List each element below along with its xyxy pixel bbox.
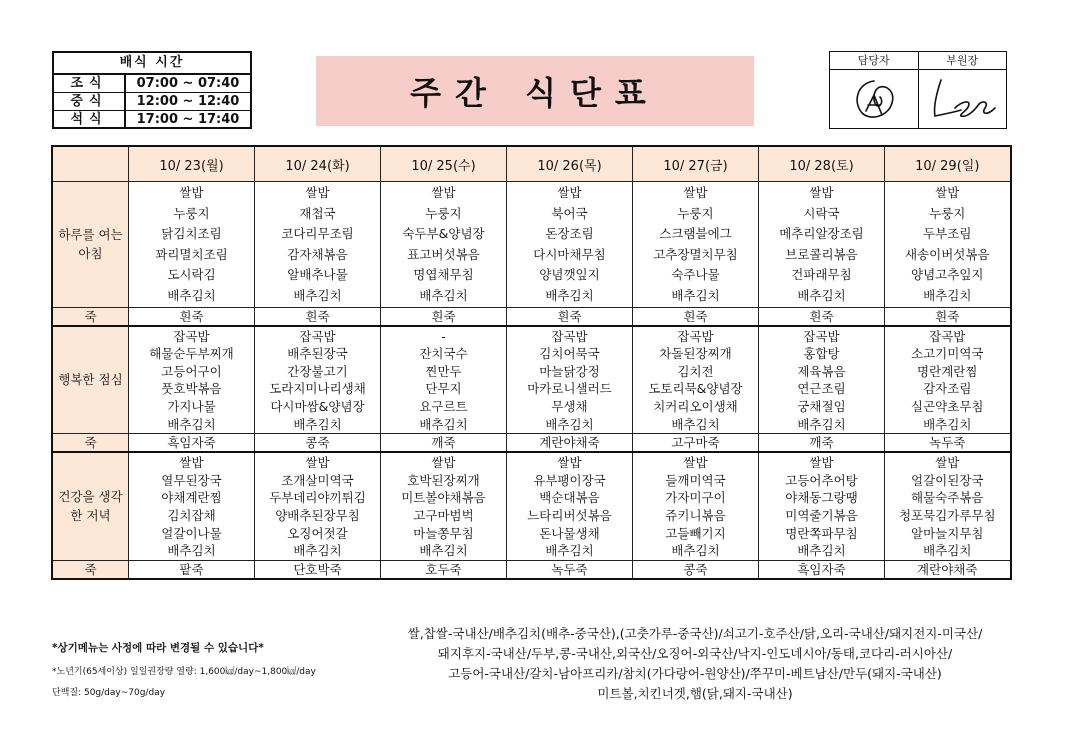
- porridge-cell: 흰죽: [255, 307, 381, 326]
- title-banner: [316, 56, 754, 126]
- meal-time-value: 17:00 ~ 17:40: [136, 112, 240, 127]
- breakfast-porridge-row: [52, 307, 1011, 326]
- menu-item: 배추김치: [167, 287, 216, 303]
- menu-item: 시락국: [803, 205, 840, 221]
- date-header-row: [52, 146, 1011, 182]
- date-header: 10/ 28(토): [759, 146, 885, 182]
- porridge-cell: 단호박죽: [255, 560, 381, 579]
- porridge-cell: 흰죽: [129, 307, 255, 326]
- menu-item: 배추김치: [293, 416, 342, 432]
- menu-item: 감자조림: [923, 381, 972, 397]
- menu-item: 차돌된장찌개: [659, 346, 732, 362]
- menu-item: 쌀밥: [683, 455, 708, 471]
- menu-item: 단무지: [425, 381, 462, 397]
- menu-item: 잡곡밥: [929, 328, 966, 344]
- menu-item: 열무된장국: [161, 472, 222, 488]
- porridge-cell: 흰죽: [885, 307, 1011, 326]
- change-notice: *상기메뉴는 사정에 따라 변경될 수 있습니다*: [52, 642, 264, 654]
- menu-item: 쌀밥: [557, 455, 582, 471]
- menu-item: 스크램블에그: [659, 226, 732, 242]
- porridge-cell: 호두죽: [381, 560, 507, 579]
- dinner-label: 건강을 생각한 저녁: [52, 452, 129, 560]
- breakfast-label: 하루를 여는 아침: [52, 182, 129, 308]
- menu-item: 도라지미나리생채: [269, 381, 366, 397]
- menu-item: 명란쪽파무침: [785, 525, 858, 541]
- menu-item: 김치잡채: [167, 507, 216, 523]
- menu-item: 배추김치: [923, 416, 972, 432]
- menu-item: 배추김치: [545, 543, 594, 559]
- menu-item: 닭김치조림: [161, 226, 222, 242]
- menu-item: 양념깻잎지: [539, 267, 600, 283]
- menu-item: 알배추나물: [287, 267, 348, 283]
- menu-item: 잡곡밥: [173, 328, 210, 344]
- porridge-cell: 계란야채죽: [507, 434, 633, 453]
- menu-item: 들깨미역국: [665, 472, 726, 488]
- lunch-menu-cell: [507, 326, 633, 434]
- lunch-menu-cell: [633, 326, 759, 434]
- menu-item: 쌀밥: [809, 455, 834, 471]
- menu-item: 궁채절임: [797, 398, 846, 414]
- menu-item: 쌀밥: [935, 455, 960, 471]
- porridge-label: 죽: [52, 434, 129, 453]
- menu-item: 배추김치: [545, 287, 594, 303]
- lunch-porridge-row: [52, 434, 1011, 453]
- date-header: 10/ 23(월): [129, 146, 255, 182]
- menu-item: 양념고추잎지: [911, 267, 984, 283]
- menu-item: 다시마쌈&양념장: [270, 398, 365, 414]
- menu-item: 배추김치: [167, 416, 216, 432]
- porridge-cell: 팥죽: [129, 560, 255, 579]
- menu-item: 배추김치: [797, 543, 846, 559]
- menu-item: 무생채: [551, 398, 588, 414]
- menu-item: 마카로니샐러드: [527, 381, 612, 397]
- lunch-menu-cell: [885, 326, 1011, 434]
- menu-item: 느타리버섯볶음: [527, 507, 612, 523]
- menu-item: 실곤약초무침: [911, 398, 984, 414]
- menu-item: 북어국: [551, 205, 588, 221]
- dinner-menu-cell: [507, 452, 633, 560]
- lunch-row: [52, 326, 1011, 434]
- dinner-row: [52, 452, 1011, 560]
- menu-item: 요구르트: [419, 398, 468, 414]
- menu-item: 꽈리멸치조림: [155, 246, 228, 262]
- menu-item: 배추김치: [419, 543, 468, 559]
- menu-item: 배추김치: [293, 287, 342, 303]
- origin-line: 고등어-국내산/갈치-남아프리카/참치(가다랑어-원양산)/쭈꾸미-베트남산/만두(돼지-국내산): [448, 666, 942, 681]
- menu-item: 알마늘지무침: [911, 525, 984, 541]
- signature-manager-icon: [844, 75, 904, 123]
- breakfast-menu-cell: [885, 182, 1011, 308]
- menu-item: 쌀밥: [305, 185, 330, 200]
- menu-item: 얼갈이나물: [161, 525, 222, 541]
- dinner-menu-cell: [129, 452, 255, 560]
- menu-item: 배추김치: [671, 287, 720, 303]
- date-header: 10/ 24(화): [255, 146, 381, 182]
- menu-item: 명엽채무침: [413, 267, 474, 283]
- menu-item: 고추장멸치무침: [653, 246, 738, 262]
- menu-item: 배추김치: [797, 416, 846, 432]
- weekly-menu-table: [51, 145, 1012, 580]
- menu-item: 청포묵김가루무침: [898, 507, 996, 523]
- approval-header-manager: 담당자: [830, 52, 918, 70]
- menu-item: 고들빼기지: [665, 525, 726, 541]
- menu-item: 미역줄기볶음: [785, 507, 858, 523]
- porridge-label: 죽: [52, 307, 129, 326]
- menu-item: 배추김치: [671, 416, 720, 432]
- menu-item: 치커리오이생채: [653, 398, 738, 414]
- menu-item: 표고버섯볶음: [407, 246, 480, 262]
- menu-item: 배추김치: [797, 287, 846, 303]
- menu-item: 제육볶음: [797, 363, 846, 379]
- corner-cell: [52, 146, 129, 182]
- origin-line: 쌀,찹쌀-국내산/배추김치(배추-중국산),(고춧가루-중국산)/쇠고기-호주산/닭,오리-국내산/돼지전지-미국산/: [407, 626, 983, 641]
- porridge-cell: 녹두죽: [885, 434, 1011, 453]
- menu-item: 간장불고기: [287, 363, 348, 379]
- menu-item: 다시마채무침: [533, 246, 606, 262]
- breakfast-menu-cell: [129, 182, 255, 308]
- meal-time-box: [52, 51, 252, 129]
- date-header: 10/ 27(금): [633, 146, 759, 182]
- meal-time-label: 조식: [54, 75, 126, 92]
- menu-item: 미트볼야채볶음: [401, 490, 486, 506]
- date-header: 10/ 26(목): [507, 146, 633, 182]
- menu-item: 누룽지: [173, 205, 210, 221]
- lunch-menu-cell: [129, 326, 255, 434]
- menu-item: 가지나물: [167, 398, 216, 414]
- menu-item: 배추김치: [167, 543, 216, 559]
- menu-item: 가자미구이: [665, 490, 726, 506]
- menu-item: 호박된장찌개: [407, 472, 480, 488]
- porridge-cell: 콩죽: [255, 434, 381, 453]
- menu-item: 건파래무침: [791, 267, 852, 283]
- lunch-label: 행복한 점심: [52, 326, 129, 434]
- menu-item: 소고기미역국: [911, 346, 984, 362]
- menu-item: 쌀밥: [305, 455, 330, 471]
- porridge-cell: 흰죽: [381, 307, 507, 326]
- porridge-cell: 깨죽: [759, 434, 885, 453]
- breakfast-menu-cell: [381, 182, 507, 308]
- porridge-cell: 고구마죽: [633, 434, 759, 453]
- meal-time-row: [54, 75, 250, 93]
- menu-item: 브로콜리볶음: [785, 246, 858, 262]
- dinner-menu-cell: [759, 452, 885, 560]
- meal-time-value: 07:00 ~ 07:40: [136, 76, 240, 91]
- menu-item: 쌀밥: [809, 185, 834, 200]
- menu-item: 유부팽이장국: [533, 472, 606, 488]
- menu-item: 코다리무조림: [281, 226, 354, 242]
- page-title: 주간 식단표: [410, 74, 660, 112]
- menu-item: 배추김치: [545, 416, 594, 432]
- menu-item: 도토리묵&양념장: [648, 381, 743, 397]
- menu-item: 쌀밥: [431, 455, 456, 471]
- menu-item: 배추김치: [671, 543, 720, 559]
- menu-item: 돈나물생채: [539, 525, 600, 541]
- menu-item: 누룽지: [425, 205, 462, 221]
- menu-item: 해물순두부찌개: [149, 346, 234, 362]
- origin-line: 미트볼,치킨너겟,햄(닭,돼지-국내산): [597, 686, 793, 701]
- menu-item: 잡곡밥: [677, 328, 714, 344]
- menu-item: 해물숙주볶음: [911, 490, 984, 506]
- menu-item: 조개살미역국: [281, 472, 354, 488]
- dinner-porridge-row: [52, 560, 1011, 579]
- menu-item: 배추김치: [419, 416, 468, 432]
- origin-info: [375, 624, 1015, 704]
- breakfast-row: [52, 182, 1011, 308]
- meal-time-title: 배식 시간: [54, 53, 250, 75]
- menu-item: 야채동그랑땡: [785, 490, 858, 506]
- menu-item: 두부조림: [923, 226, 972, 242]
- menu-item: 쌀밥: [179, 455, 204, 471]
- menu-item: 누룽지: [929, 205, 966, 221]
- menu-item: 쌀밥: [683, 185, 708, 200]
- menu-item: 두부데리야끼튀김: [269, 490, 366, 506]
- menu-item: 감자채볶음: [287, 246, 348, 262]
- dinner-menu-cell: [633, 452, 759, 560]
- meal-time-label: 중식: [54, 93, 126, 110]
- signature-manager: [830, 70, 918, 128]
- menu-item: 쌀밥: [935, 185, 960, 200]
- signature-vice-director: [919, 70, 1007, 128]
- date-header: 10/ 29(일): [885, 146, 1011, 182]
- porridge-cell: 계란야채죽: [885, 560, 1011, 579]
- menu-item: 숙두부&양념장: [402, 226, 485, 242]
- breakfast-menu-cell: [507, 182, 633, 308]
- menu-item: 새송이버섯볶음: [904, 246, 990, 262]
- menu-item: 돈장조림: [545, 226, 594, 242]
- lunch-menu-cell: [381, 326, 507, 434]
- menu-item: 도시락김: [167, 267, 216, 283]
- signature-vice-director-icon: [925, 74, 999, 124]
- porridge-cell: 깨죽: [381, 434, 507, 453]
- dinner-menu-cell: [885, 452, 1011, 560]
- menu-item: 얼갈이된장국: [911, 472, 984, 488]
- approval-column: [830, 52, 919, 128]
- porridge-cell: 흰죽: [633, 307, 759, 326]
- calorie-note: *노년기(65세이상) 일일권장량 열량: 1,600㎉/day~1,800㎉/day: [52, 667, 316, 677]
- menu-item: 잡곡밥: [803, 328, 840, 344]
- menu-item: 누룽지: [677, 205, 714, 221]
- porridge-cell: 콩죽: [633, 560, 759, 579]
- menu-item: 고등어구이: [161, 363, 222, 379]
- menu-item: 잔치국수: [419, 346, 468, 362]
- menu-item: 홍합탕: [803, 346, 840, 362]
- dinner-menu-cell: [255, 452, 381, 560]
- menu-item: 메추리알장조림: [779, 226, 864, 242]
- menu-item: 배추김치: [923, 543, 972, 559]
- menu-item: 숙주나물: [671, 267, 720, 283]
- breakfast-menu-cell: [633, 182, 759, 308]
- menu-item: 김치전: [677, 363, 714, 379]
- meal-time-value: 12:00 ~ 12:40: [136, 94, 240, 109]
- meal-time-row: [54, 111, 250, 128]
- menu-item: 야채계란찜: [161, 490, 222, 506]
- breakfast-menu-cell: [255, 182, 381, 308]
- menu-item: 배추된장국: [287, 346, 348, 362]
- menu-item: 잡곡밥: [551, 328, 588, 344]
- meal-time-label: 석식: [54, 111, 126, 128]
- lunch-menu-cell: [255, 326, 381, 434]
- menu-item: 고등어추어탕: [785, 472, 858, 488]
- porridge-cell: 녹두죽: [507, 560, 633, 579]
- menu-item: 고구마범벅: [413, 507, 474, 523]
- menu-item: 양배추된장무침: [275, 507, 360, 523]
- menu-item: 쌀밥: [431, 185, 456, 200]
- menu-item: 쥬키니볶음: [665, 507, 726, 523]
- menu-item: 연근조림: [797, 381, 846, 397]
- menu-item: 배추김치: [293, 543, 342, 559]
- porridge-cell: 흰죽: [507, 307, 633, 326]
- porridge-cell: 흑임자죽: [129, 434, 255, 453]
- menu-item: 풋호박볶음: [161, 381, 222, 397]
- menu-item: -: [441, 328, 446, 344]
- menu-item: 배추김치: [419, 287, 468, 303]
- menu-item: 오징어젓갈: [287, 525, 348, 541]
- menu-item: 백순대볶음: [539, 490, 600, 506]
- dinner-menu-cell: [381, 452, 507, 560]
- menu-item: 마늘쫑무침: [413, 525, 474, 541]
- menu-item: 김치어묵국: [539, 346, 600, 362]
- approval-column: [919, 52, 1007, 128]
- menu-item: 배추김치: [923, 287, 972, 303]
- menu-item: 명란계란찜: [917, 363, 978, 379]
- approval-box: [829, 51, 1007, 129]
- menu-item: 찐만두: [425, 363, 462, 379]
- porridge-cell: 흰죽: [759, 307, 885, 326]
- meal-time-row: [54, 93, 250, 111]
- menu-item: 잡곡밥: [299, 328, 336, 344]
- porridge-cell: 흑임자죽: [759, 560, 885, 579]
- menu-item: 마늘닭강정: [539, 363, 600, 379]
- menu-item: 쌀밥: [179, 185, 204, 200]
- menu-item: 쌀밥: [557, 185, 582, 200]
- breakfast-menu-cell: [759, 182, 885, 308]
- lunch-menu-cell: [759, 326, 885, 434]
- protein-note: 단백질: 50g/day~70g/day: [52, 688, 166, 698]
- menu-item: 재첩국: [299, 205, 336, 221]
- porridge-label: 죽: [52, 560, 129, 579]
- date-header: 10/ 25(수): [381, 146, 507, 182]
- approval-header-vice-director: 부원장: [919, 52, 1007, 70]
- origin-line: 돼지후지-국내산/두부,콩-국내산,외국산/오징어-외국산/낙지-인도네시아/동태,코다리-러시아산/: [437, 646, 953, 661]
